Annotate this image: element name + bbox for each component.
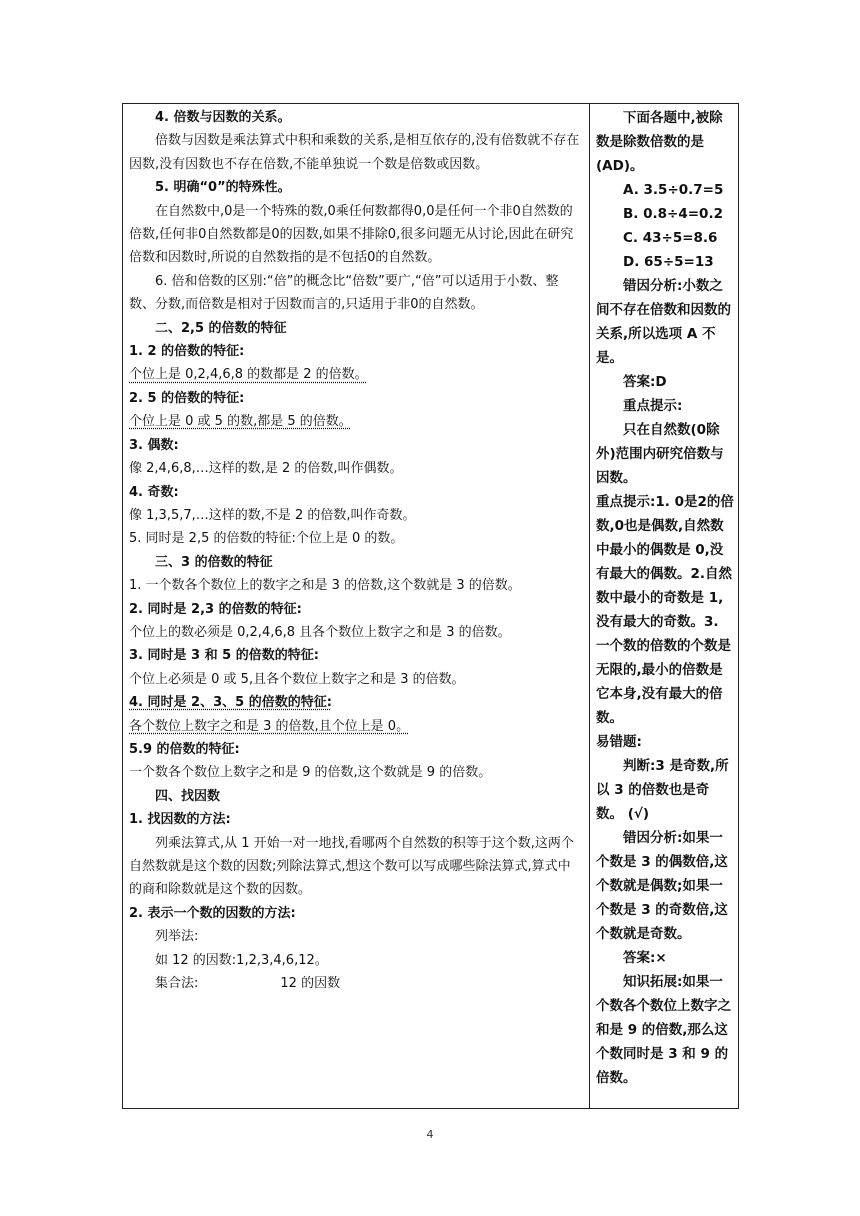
main-paragraph-22: 各个数位上数字之和是 3 的倍数,且个位上是 0。 [129, 718, 410, 734]
main-paragraph-11: 像 2,4,6,8,…这样的数,是 2 的倍数,叫作偶数。 [129, 461, 403, 477]
main-paragraph-27: 列乘法算式,从 1 开始一对一地找,看哪两个自然数的积等于这个数,这两个自然数就是这个数的因数;列除法算式,想这个数可以写成哪些除法算式,算式中的商和除数就是这个数的因数。 [129, 835, 574, 898]
main-paragraph-5: 二、2,5 的倍数的特征 [155, 320, 287, 336]
side-note-10: 易错题: [596, 734, 642, 750]
main-paragraph-21: 4. 同时是 2、3、5 的倍数的特征: [129, 695, 332, 711]
main-paragraph-10: 3. 偶数: [129, 437, 179, 453]
side-note-13: 答案:× [623, 950, 667, 966]
main-paragraph-14: 5. 同时是 2,5 的倍数的特征:个位上是 0 的数。 [129, 531, 404, 547]
main-paragraph-28: 2. 表示一个数的因数的方法: [129, 905, 296, 921]
main-paragraph-3: 在自然数中,0是一个特殊的数,0乘任何数都得0,0是任何一个非0自然数的倍数,任何非0自然数都是0的因数,如果不排除0,很多问题无从讨论,因此在研究倍数和因数时,所说的自然数指的是不包括0的自然数。 [129, 203, 574, 266]
main-paragraph-24: 一个数各个数位上数字之和是 9 的倍数,这个数就是 9 的倍数。 [129, 765, 492, 781]
set-notation-line [129, 972, 583, 995]
main-paragraph-19: 3. 同时是 3 和 5 的倍数的特征: [129, 648, 319, 664]
main-paragraph-2: 5. 明确“0”的特殊性。 [155, 180, 291, 196]
side-notes-column [590, 104, 738, 1108]
side-note-14: 知识拓展:如果一个数各个数位上数字之和是 9 的倍数,那么这个数同时是 3 和 9 的倍数。 [596, 974, 731, 1086]
side-note-4: D. 65÷5=13 [623, 254, 714, 270]
main-paragraph-23: 5.9 的倍数的特征: [129, 741, 240, 757]
main-paragraph-9: 个位上是 0 或 5 的数,都是 5 的倍数。 [129, 414, 352, 430]
main-paragraph-8: 2. 5 的倍数的特征: [129, 390, 245, 406]
main-paragraph-20: 个位上必须是 0 或 5,且各个数位上数字之和是 3 的倍数。 [129, 671, 465, 687]
side-note-6: 答案:D [623, 374, 667, 390]
main-paragraph-29: 列举法: [155, 929, 199, 945]
main-paragraph-1: 倍数与因数是乘法算式中积和乘数的关系,是相互依存的,没有倍数就不存在因数,没有因数也不存在倍数,不能单独说一个数是倍数或因数。 [129, 133, 580, 172]
main-column [123, 104, 590, 1108]
main-paragraph-4: 6. 倍和倍数的区别:“倍”的概念比“倍数”要广,“倍”可以适用于小数、整数、分数,而倍数是相对于因数而言的,只适用于非0的自然数。 [129, 273, 559, 313]
set-notation-label: 集合法: [155, 976, 199, 992]
side-note-12: 错因分析:如果一个数是 3 的偶数倍,这个数就是偶数;如果一个数是 3 的奇数倍,这个数就是奇数。 [596, 830, 728, 942]
side-note-8: 只在自然数(0除外)范围内研究倍数与因数。 [596, 422, 724, 486]
main-paragraph-15: 三、3 的倍数的特征 [155, 554, 273, 570]
main-paragraph-7: 个位上是 0,2,4,6,8 的数都是 2 的倍数。 [129, 367, 368, 383]
main-paragraph-13: 像 1,3,5,7,…这样的数,不是 2 的倍数,叫作奇数。 [129, 507, 416, 523]
main-paragraph-16: 1. 一个数各个数位上的数字之和是 3 的倍数,这个数就是 3 的倍数。 [129, 578, 521, 594]
content-table [122, 103, 739, 1109]
main-paragraph-30: 如 12 的因数:1,2,3,4,6,12。 [155, 952, 328, 968]
side-note-0: 下面各题中,被除数是除数倍数的是(AD)。 [596, 110, 723, 174]
main-paragraph-6: 1. 2 的倍数的特征: [129, 344, 245, 360]
main-paragraph-26: 1. 找因数的方法: [129, 812, 231, 828]
main-paragraph-12: 4. 奇数: [129, 484, 179, 500]
main-paragraph-25: 四、找因数 [155, 788, 221, 804]
side-note-9: 重点提示:1. 0是2的倍数,0也是偶数,自然数中最小的偶数是 0,没有最大的偶数。2.自然数中最小的奇数是 1,没有最大的奇数。3. 一个数的倍数的个数是无限的,最小的倍数是它本身,没有最大的倍数。 [596, 494, 734, 726]
main-paragraph-0: 4. 倍数与因数的关系。 [155, 110, 291, 125]
side-note-11: 判断:3 是奇数,所以 3 的倍数也是奇数。 (√) [596, 758, 729, 822]
page-number: 4 [426, 1128, 434, 1141]
set-notation-value: 12 的因数 [280, 976, 341, 992]
side-note-5: 错因分析:小数之间不存在倍数和因数的关系,所以选项 A 不是。 [596, 278, 731, 366]
side-note-2: B. 0.8÷4=0.2 [623, 206, 723, 222]
side-note-3: C. 43÷5=8.6 [623, 230, 718, 246]
side-note-7: 重点提示: [623, 398, 683, 414]
main-paragraph-18: 个位上的数必须是 0,2,4,6,8 且各个数位上数字之和是 3 的倍数。 [129, 624, 511, 640]
main-paragraph-17: 2. 同时是 2,3 的倍数的特征: [129, 601, 302, 617]
side-note-1: A. 3.5÷0.7=5 [623, 182, 724, 198]
